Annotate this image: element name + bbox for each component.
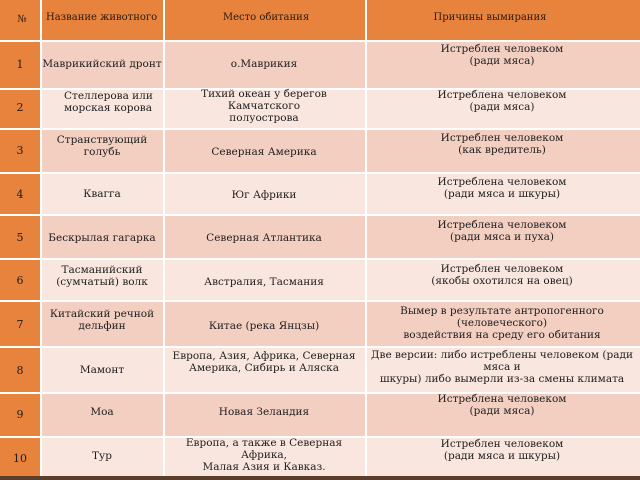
animal-name: Странствующий голубь (56, 134, 148, 158)
row-divider (0, 214, 640, 216)
habitat: о.Маврикия (230, 58, 298, 70)
animal-name: Маврикийский дронт (42, 58, 162, 70)
row-number: 9 (16, 408, 24, 421)
row-number: 10 (13, 452, 27, 465)
animal-name: Тур (92, 450, 112, 462)
row-number: 6 (16, 274, 24, 287)
header-cause: Причины вымирания (433, 12, 547, 23)
extinction-cause: Две версии: либо истреблены человеком (ради мяса и шкуры) либо вымерли из-за смены климата (371, 349, 633, 385)
extinction-cause: Истреблен человеком (ради мяса) (440, 43, 564, 67)
header-num: № (17, 14, 27, 25)
extinction-cause: Истреблена человеком (ради мяса и пуха) (437, 219, 567, 243)
extinction-cause: Истреблена человеком (ради мяса) (437, 393, 567, 417)
row-divider (0, 300, 640, 302)
habitat: Европа, а также в Северная Африка, Малая Азия и Кавказ. (185, 437, 343, 473)
animal-name: Тасманийский (сумчатый) волк (56, 264, 148, 288)
habitat: Австралия, Тасмания (204, 276, 324, 288)
row-number: 7 (16, 318, 24, 331)
habitat: Северная Америка (211, 146, 317, 158)
animal-name: Мамонт (79, 364, 125, 376)
extinction-cause: Истреблена человеком (ради мяса и шкуры) (437, 176, 567, 200)
extinction-cause: Истреблен человеком (якобы охотился на овец) (431, 263, 573, 287)
animal-name: Бескрылая гагарка (48, 232, 156, 244)
header-habitat: Место обитания (222, 12, 310, 23)
bottom-edge (0, 476, 640, 480)
animal-name: Китайский речной дельфин (49, 308, 155, 332)
row-divider (0, 258, 640, 260)
header-name: Название животного (46, 12, 158, 23)
extinction-cause: Истреблен человеком (ради мяса и шкуры) (440, 438, 564, 462)
row-number: 5 (16, 231, 24, 244)
row-divider (0, 172, 640, 174)
extinction-cause: Истреблена человеком (ради мяса) (437, 89, 567, 113)
habitat: Новая Зеландия (218, 406, 310, 418)
row-number: 8 (16, 364, 24, 377)
row-number: 1 (16, 58, 24, 71)
row-number: 3 (16, 144, 24, 157)
animal-name: Моа (90, 406, 114, 418)
extinction-cause: Истреблен человеком (как вредитель) (440, 132, 564, 156)
row-number: 4 (16, 188, 24, 201)
row-divider (0, 128, 640, 130)
extinction-cause: Вымер в результате антропогенного (человеческого) воздействия на среду его обитания (400, 305, 604, 341)
habitat: Китае (река Янцзы) (208, 320, 320, 332)
row-divider (0, 40, 640, 42)
habitat: Юг Африки (231, 189, 297, 201)
animal-name: Квагга (83, 188, 121, 200)
row-divider (0, 346, 640, 348)
animal-name: Стеллерова или морская корова (64, 90, 153, 114)
habitat: Европа, Азия, Африка, Северная Америка, Сибирь и Аляска (172, 350, 356, 374)
habitat: Северная Атлантика (206, 232, 322, 244)
row-number: 2 (16, 101, 24, 114)
habitat: Тихий океан у берегов Камчатского полуострова (201, 88, 327, 124)
